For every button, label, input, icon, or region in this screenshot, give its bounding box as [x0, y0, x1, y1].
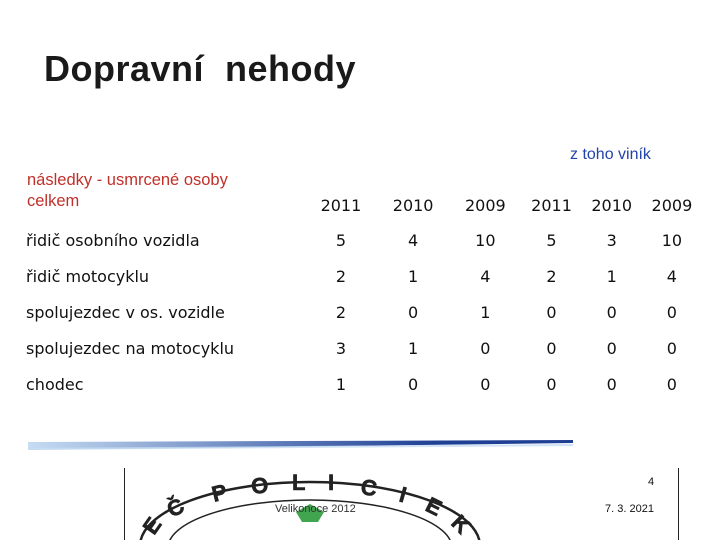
table-cell: 0 — [546, 338, 557, 358]
table-cell: 1 — [480, 302, 491, 322]
culprit-header: z toho viník — [570, 146, 651, 163]
footer-left-text: Velikonoce 2012 — [275, 503, 356, 515]
seal-letter-i: I — [328, 470, 335, 495]
seal-letter-e2: E — [421, 492, 446, 521]
table-cell: 4 — [408, 230, 419, 250]
table-cell: 5 — [335, 230, 347, 250]
table-header-row — [22, 188, 702, 222]
table-cell: 10 — [475, 230, 496, 250]
table-cell: 0 — [480, 338, 491, 358]
table-row — [22, 222, 702, 258]
row-label: řidič osobního vozidla — [26, 230, 200, 250]
table-row — [22, 258, 702, 294]
casualty-table — [22, 188, 702, 402]
seal-letter-c: Č — [162, 492, 189, 523]
table-cell: 0 — [408, 302, 419, 322]
table-cell: 0 — [408, 374, 419, 394]
slide-title: Dopravní nehody — [44, 48, 357, 89]
table-row — [22, 330, 702, 366]
table-cell: 0 — [480, 374, 491, 394]
row-label: chodec — [26, 374, 84, 394]
column-header: 2011 — [531, 195, 572, 215]
table-cell: 0 — [546, 374, 557, 394]
table-body — [22, 222, 702, 402]
row-label: řidič motocyklu — [26, 266, 150, 286]
table-cell: 3 — [335, 338, 347, 358]
table-cell: 5 — [546, 230, 557, 250]
table-cell: 0 — [666, 338, 677, 358]
column-header: 2010 — [591, 195, 633, 215]
seal-letter-i2: I — [396, 481, 410, 508]
seal-letter-o: O — [249, 472, 270, 499]
seal-letter-c2: C — [359, 474, 379, 502]
table-cell: 3 — [606, 230, 617, 250]
table-cell: 2 — [335, 302, 347, 322]
table-cell: 1 — [335, 374, 347, 394]
header-corner-cell — [22, 188, 305, 222]
table-cell: 2 — [335, 266, 347, 286]
table-cell: 1 — [408, 266, 419, 286]
row-label: spolujezdec na motocyklu — [26, 338, 235, 358]
table-row — [22, 366, 702, 402]
table-cell: 0 — [666, 302, 677, 322]
column-header: 2009 — [651, 195, 693, 215]
table-cell: 4 — [480, 266, 491, 286]
corner-label-line-2: celkem — [27, 192, 80, 210]
column-header: 2009 — [464, 195, 506, 215]
table-row — [22, 294, 702, 330]
seal-letter-e: E — [137, 512, 167, 539]
table-cell: 0 — [546, 302, 557, 322]
column-header: 2010 — [392, 195, 434, 215]
corner-label-line-1: následky - usmrcené osoby — [27, 171, 228, 189]
seal-letter-l: L — [292, 470, 306, 495]
table-cell: 10 — [661, 230, 683, 250]
table-cell: 1 — [606, 266, 617, 286]
table-cell: 0 — [606, 302, 617, 322]
page-number: 4 — [648, 476, 655, 488]
table-cell: 0 — [666, 374, 677, 394]
seal-letter-k: K — [446, 509, 476, 539]
table-cell: 0 — [606, 338, 617, 358]
column-header: 2011 — [320, 195, 362, 215]
table-cell: 4 — [666, 266, 677, 286]
table-cell: 2 — [546, 266, 557, 286]
row-label: spolujezdec v os. vozidle — [26, 302, 225, 322]
blue-stripe-decoration — [28, 440, 573, 450]
table-cell: 0 — [606, 374, 617, 394]
footer-date: 7. 3. 2021 — [605, 503, 654, 515]
seal-letter-p: P — [209, 479, 230, 507]
table-cell: 1 — [408, 338, 419, 358]
